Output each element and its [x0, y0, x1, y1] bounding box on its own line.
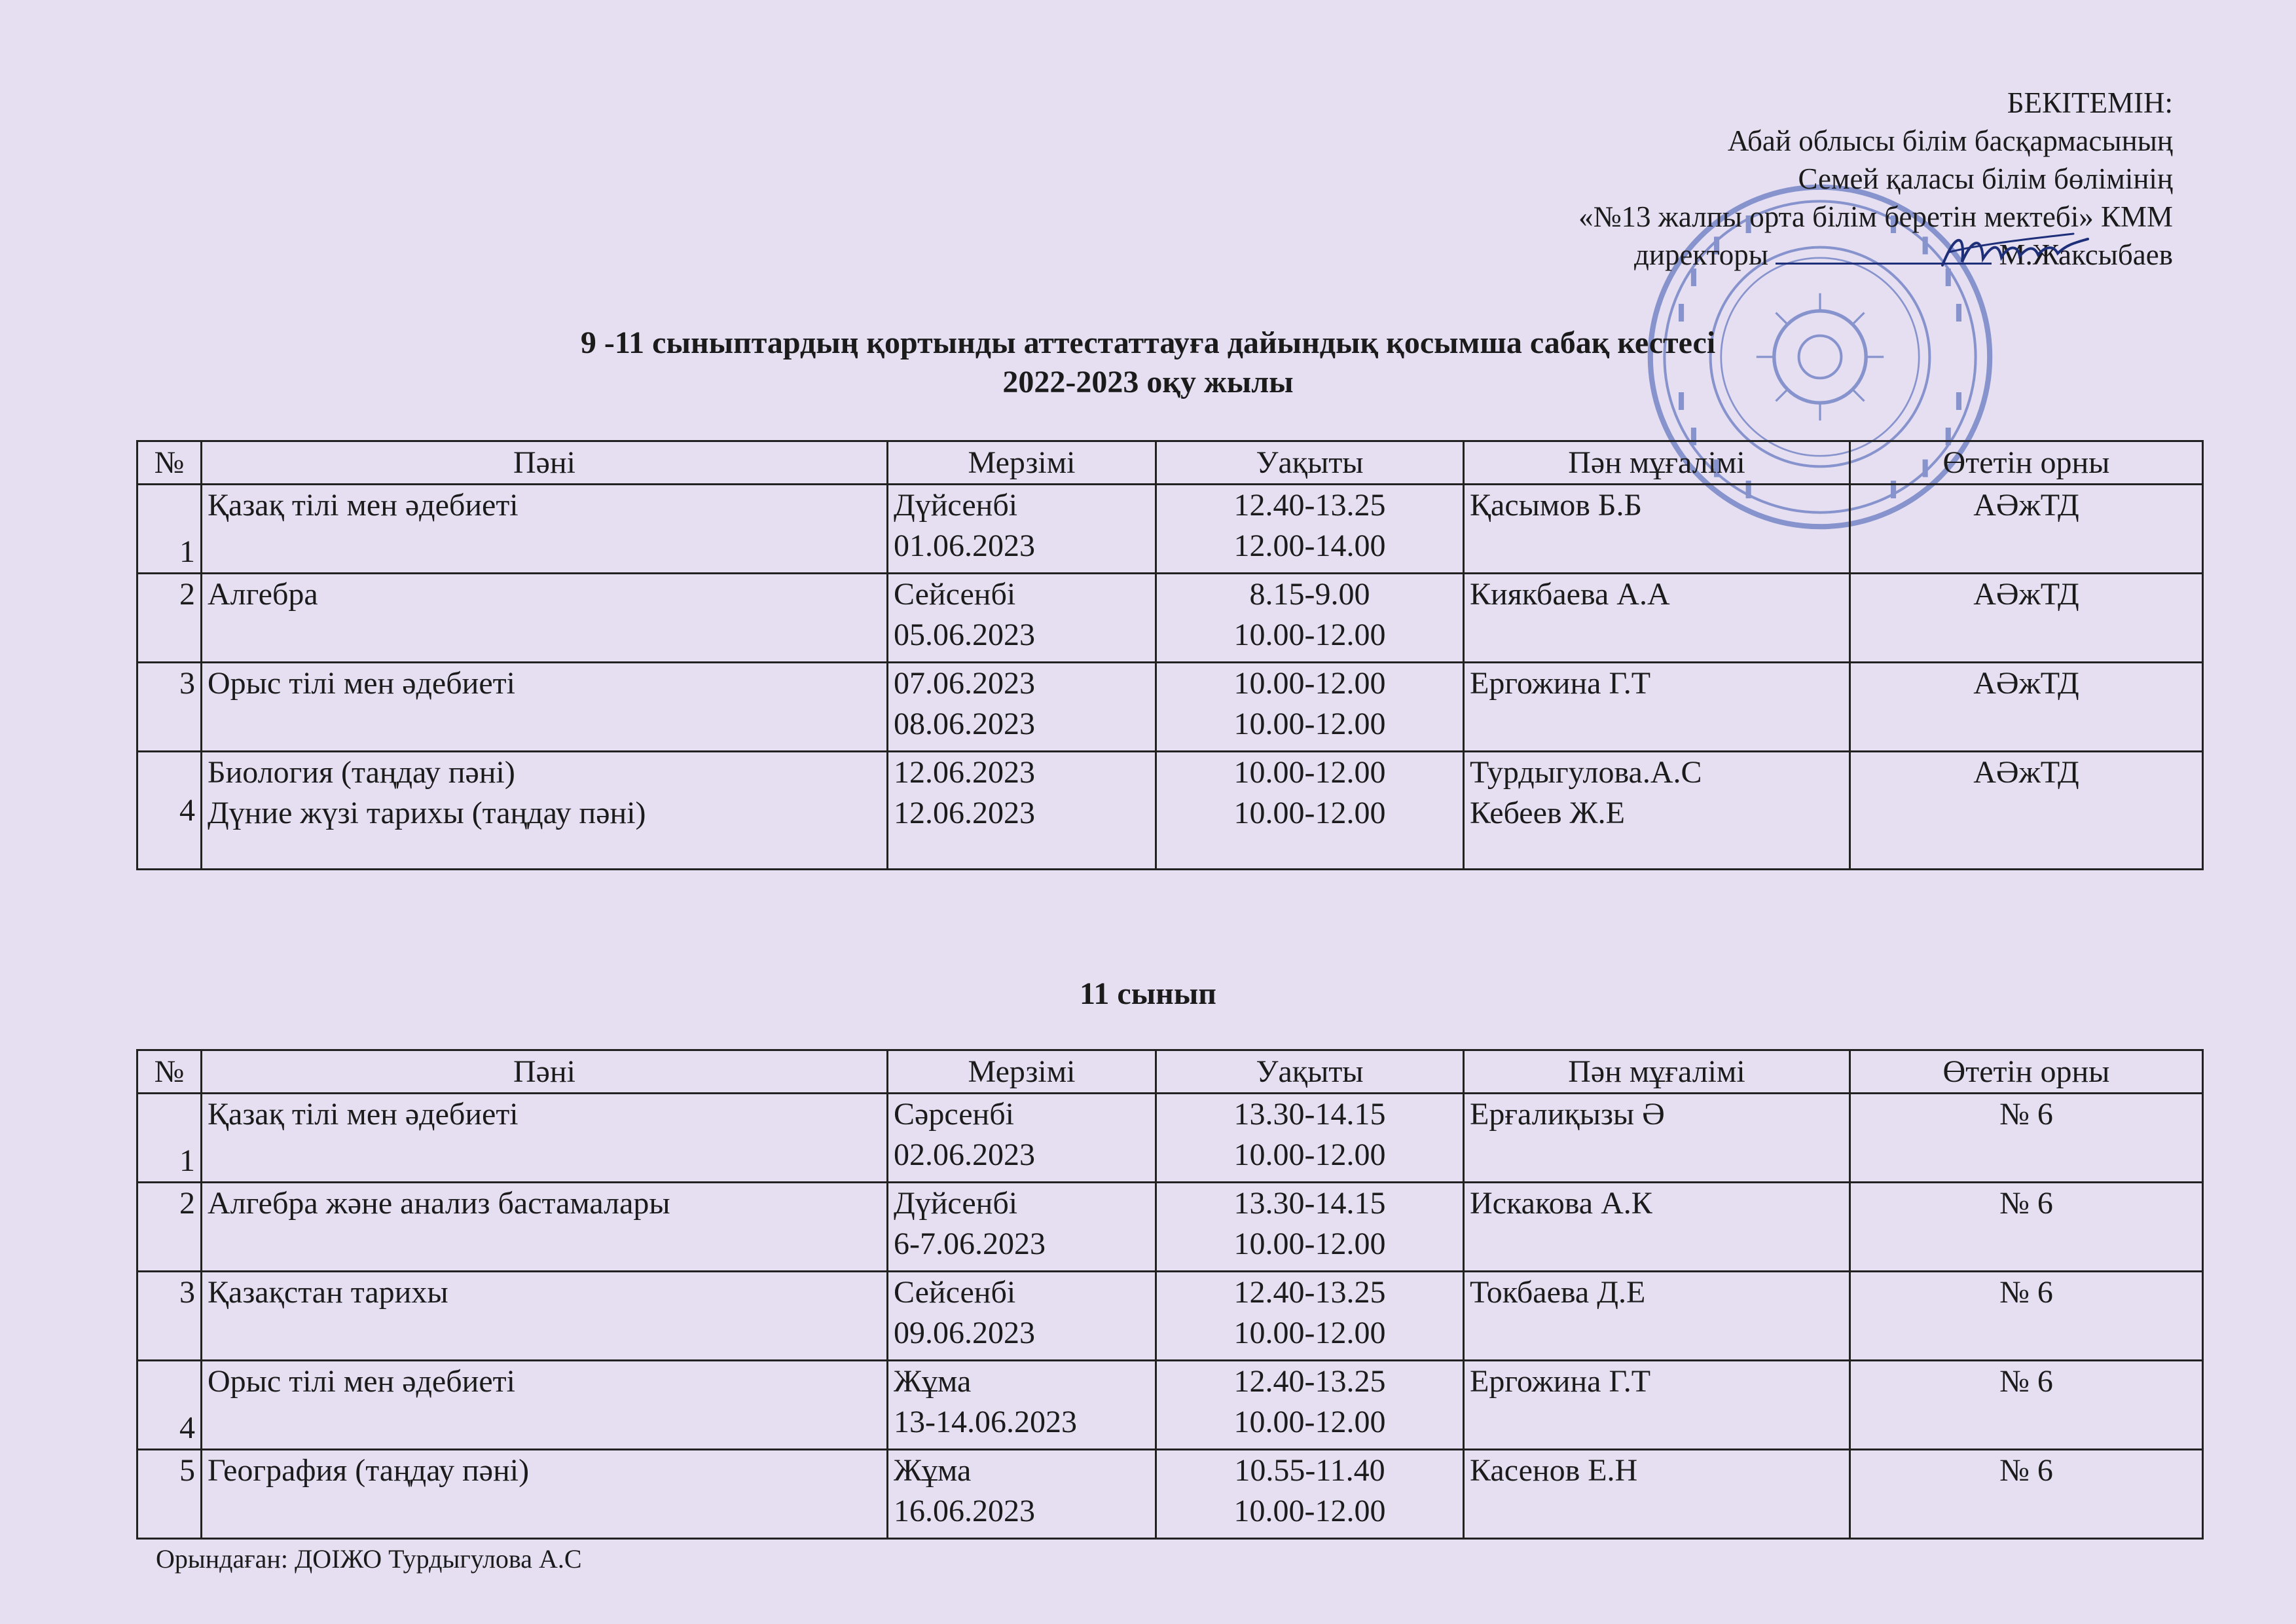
subject-cell [202, 1450, 888, 1539]
time-cell [1156, 485, 1464, 574]
date-cell-line: Дүйсенбі [894, 488, 1018, 523]
teacher-cell-line: Искакова А.К [1470, 1186, 1652, 1221]
schedule-table-9-10 [136, 440, 2204, 870]
time-cell [1156, 1094, 1464, 1183]
teacher-cell-line: Қасымов Б.Б [1470, 488, 1643, 523]
time-cell-line: 10.00-12.00 [1233, 1227, 1386, 1261]
col-header-teacher: Пән мұғалімі [1464, 1050, 1850, 1094]
subject-cell [202, 752, 888, 870]
time-cell [1156, 663, 1464, 752]
col-header-subject: Пәні [202, 1050, 888, 1094]
date-cell-line: 6-7.06.2023 [894, 1227, 1046, 1261]
time-cell-line: 12.40-13.25 [1233, 1275, 1386, 1310]
table-row [137, 1450, 2203, 1539]
time-cell [1156, 1450, 1464, 1539]
date-cell-line: 02.06.2023 [894, 1137, 1035, 1172]
table-row [137, 1183, 2203, 1272]
date-cell [888, 663, 1156, 752]
date-cell [888, 485, 1156, 574]
teacher-cell-line: Кебеев Ж.Е [1470, 796, 1625, 830]
table-row [137, 1361, 2203, 1450]
date-cell-line: 08.06.2023 [894, 707, 1035, 741]
director-signature [1936, 226, 2093, 278]
teacher-cell [1464, 1450, 1850, 1539]
subject-cell [202, 1183, 888, 1272]
place-cell: АӘжТД [1850, 663, 2203, 752]
place-cell: АӘжТД [1850, 752, 2203, 870]
col-header-place: Өтетін орны [1850, 441, 2203, 485]
academic-year: 2022-2023 оқу жылы [1002, 365, 1294, 399]
table-row [137, 485, 2203, 574]
approval-heading: БЕКІТЕМІН: [2007, 86, 2173, 119]
date-cell [888, 1450, 1156, 1539]
table-row [137, 663, 2203, 752]
time-cell-line: 12.40-13.25 [1233, 1364, 1386, 1399]
time-cell-line: 10.00-12.00 [1233, 1494, 1386, 1528]
time-cell-line: 10.00-12.00 [1233, 1137, 1386, 1172]
approval-line-3: «№13 жалпы орта білім беретін мектебі» КММ [1578, 200, 2173, 233]
col-header-number: № [137, 1050, 202, 1094]
director-name: М.Жаксыбаев [1999, 238, 2173, 271]
time-cell-line: 12.00-14.00 [1233, 528, 1386, 563]
teacher-cell [1464, 1272, 1850, 1361]
time-cell-line: 12.40-13.25 [1233, 488, 1386, 523]
subject-cell-line: География (таңдау пәні) [208, 1453, 530, 1488]
place-cell: АӘжТД [1850, 574, 2203, 663]
date-cell [888, 1361, 1156, 1450]
date-cell-line: 16.06.2023 [894, 1494, 1035, 1528]
subject-cell-line: Орыс тілі мен әдебиеті [208, 666, 515, 701]
row-number: 3 [137, 1272, 202, 1361]
table-row [137, 1094, 2203, 1183]
col-header-teacher: Пән мұғалімі [1464, 441, 1850, 485]
date-cell-line: Жұма [894, 1453, 972, 1488]
teacher-cell-line: Ергожина Г.Т [1470, 1364, 1651, 1399]
time-cell-line: 10.00-12.00 [1233, 755, 1386, 790]
col-header-time: Уақыты [1156, 441, 1464, 485]
subject-cell [202, 485, 888, 574]
col-header-subject: Пәні [202, 441, 888, 485]
time-cell-line: 8.15-9.00 [1249, 577, 1370, 612]
table-header-row [137, 441, 2203, 485]
table-row [137, 574, 2203, 663]
date-cell-line: 05.06.2023 [894, 618, 1035, 652]
subject-cell-line: Қазақстан тарихы [208, 1275, 448, 1310]
col-header-date: Мерзімі [888, 1050, 1156, 1094]
row-number: 1 [137, 485, 202, 574]
date-cell-line: 01.06.2023 [894, 528, 1035, 563]
col-header-number: № [137, 441, 202, 485]
teacher-cell [1464, 485, 1850, 574]
date-cell-line: 12.06.2023 [894, 755, 1035, 790]
place-cell: № 6 [1850, 1272, 2203, 1361]
time-cell-line: 10.00-12.00 [1233, 618, 1386, 652]
director-label: директоры [1633, 238, 1769, 271]
time-cell-line: 10.00-12.00 [1233, 707, 1386, 741]
date-cell [888, 1183, 1156, 1272]
teacher-cell [1464, 663, 1850, 752]
table-row [137, 1272, 2203, 1361]
subject-cell-line: Алгебра және анализ бастамалары [208, 1186, 670, 1221]
date-cell-line: 13-14.06.2023 [894, 1405, 1077, 1439]
col-header-date: Мерзімі [888, 441, 1156, 485]
place-cell: АӘжТД [1850, 485, 2203, 574]
document-title: 9 -11 сыныптардың қортынды аттестаттауға дайындық қосымша сабақ кестесі [580, 325, 1716, 360]
date-cell-line: Сейсенбі [894, 1275, 1016, 1310]
place-cell: № 6 [1850, 1183, 2203, 1272]
time-cell [1156, 1361, 1464, 1450]
date-cell-line: 09.06.2023 [894, 1316, 1035, 1350]
subject-cell [202, 1361, 888, 1450]
approval-line-1: Абай облысы білім басқармасының [1727, 124, 2173, 157]
teacher-cell-line: Ерғалиқызы Ә [1470, 1097, 1665, 1132]
subject-cell-line: Қазақ тілі мен әдебиеті [208, 488, 519, 523]
teacher-cell-line: Ергожина Г.Т [1470, 666, 1651, 701]
date-cell [888, 752, 1156, 870]
row-number: 2 [137, 574, 202, 663]
time-cell-line: 13.30-14.15 [1233, 1186, 1386, 1221]
subject-cell [202, 574, 888, 663]
teacher-cell [1464, 1361, 1850, 1450]
teacher-cell [1464, 1094, 1850, 1183]
time-cell [1156, 574, 1464, 663]
subject-cell [202, 1272, 888, 1361]
teacher-cell-line: Касенов Е.Н [1470, 1453, 1638, 1488]
time-cell-line: 13.30-14.15 [1233, 1097, 1386, 1132]
time-cell [1156, 1272, 1464, 1361]
time-cell-line: 10.00-12.00 [1233, 666, 1386, 701]
row-number: 5 [137, 1450, 202, 1539]
time-cell [1156, 1183, 1464, 1272]
row-number: 1 [137, 1094, 202, 1183]
place-cell: № 6 [1850, 1361, 2203, 1450]
subject-cell [202, 663, 888, 752]
schedule-table-11 [136, 1049, 2204, 1540]
teacher-cell-line: Турдыгулова.А.С [1470, 755, 1702, 790]
row-number: 3 [137, 663, 202, 752]
col-header-time: Уақыты [1156, 1050, 1464, 1094]
subject-cell-line: Қазақ тілі мен әдебиеті [208, 1097, 519, 1132]
time-cell-line: 10.55-11.40 [1234, 1453, 1385, 1488]
table-row [137, 752, 2203, 870]
row-number: 4 [137, 1361, 202, 1450]
grade-11-heading: 11 сынып [1080, 976, 1216, 1011]
row-number: 2 [137, 1183, 202, 1272]
date-cell-line: Жұма [894, 1364, 972, 1399]
date-cell-line: Сәрсенбі [894, 1097, 1014, 1132]
teacher-cell-line: Токбаева Д.Е [1470, 1275, 1646, 1310]
row-number: 4 [137, 752, 202, 870]
date-cell-line: 12.06.2023 [894, 796, 1035, 830]
teacher-cell-line: Киякбаева А.А [1470, 577, 1670, 612]
time-cell-line: 10.00-12.00 [1233, 796, 1386, 830]
teacher-cell [1464, 1183, 1850, 1272]
col-header-place: Өтетін орны [1850, 1050, 2203, 1094]
subject-cell [202, 1094, 888, 1183]
time-cell [1156, 752, 1464, 870]
date-cell-line: 07.06.2023 [894, 666, 1035, 701]
subject-cell-line: Дүние жүзі тарихы (таңдау пәні) [208, 796, 646, 830]
time-cell-line: 10.00-12.00 [1233, 1405, 1386, 1439]
teacher-cell [1464, 574, 1850, 663]
date-cell-line: Сейсенбі [894, 577, 1016, 612]
teacher-cell [1464, 752, 1850, 870]
date-cell-line: Дүйсенбі [894, 1186, 1018, 1221]
date-cell [888, 1272, 1156, 1361]
place-cell: № 6 [1850, 1450, 2203, 1539]
table-header-row [137, 1050, 2203, 1094]
approval-line-2: Семей қаласы білім бөлімінің [1798, 162, 2173, 195]
subject-cell-line: Биология (таңдау пәні) [208, 755, 515, 790]
date-cell [888, 1094, 1156, 1183]
subject-cell-line: Алгебра [208, 577, 318, 612]
date-cell [888, 574, 1156, 663]
place-cell: № 6 [1850, 1094, 2203, 1183]
subject-cell-line: Орыс тілі мен әдебиеті [208, 1364, 515, 1399]
time-cell-line: 10.00-12.00 [1233, 1316, 1386, 1350]
prepared-by: Орындаған: ДОІЖО Турдыгулова А.С [156, 1544, 582, 1574]
